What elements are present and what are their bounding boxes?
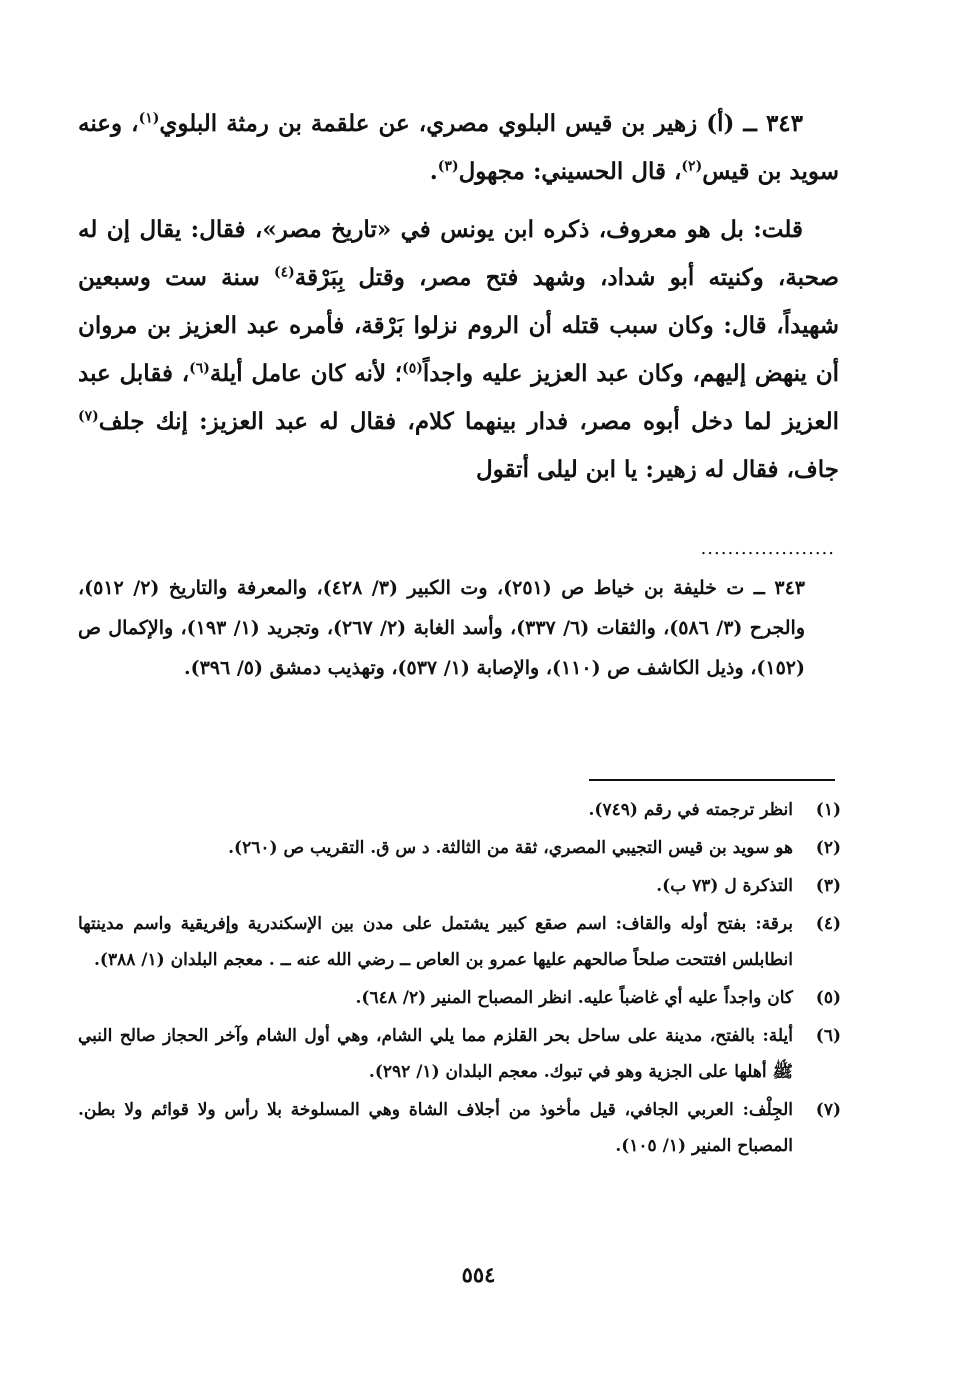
footnote-text: انظر ترجمته في رقم (٧٤٩). bbox=[588, 800, 793, 820]
footnote-3 bbox=[78, 868, 841, 904]
main-text bbox=[78, 100, 839, 494]
footnote-marker-1: (١) bbox=[138, 110, 160, 127]
footnote-marker-7: (٧) bbox=[78, 408, 99, 425]
comment-paragraph bbox=[78, 206, 839, 494]
footnote-2 bbox=[78, 830, 841, 866]
footnote-marker-4: (٤) bbox=[273, 264, 295, 281]
footnote-7 bbox=[78, 1092, 841, 1164]
footnote-marker-2: (٢) bbox=[681, 158, 703, 175]
footnote-rule bbox=[589, 779, 835, 781]
footnote-number: (٢) bbox=[815, 838, 841, 858]
sources-text: ٣٤٣ ــ ت خليفة بن خياط ص (٢٥١)، وت الكبير (٣/ ٤٢٨)، والمعرفة والتاريخ (٢/ ٥١٢)، والجرح (٣/ ٥٨٦)، والثقات (٦/ ٣٣٧)، وأسد الغابة (٢/ ٢٦٧)، وتجريد (١/ ١٩٣)، والإكمال ص (١٥٢)، وذيل الكاشف ص (١١٠)، والإصابة (١/ ٥٣٧)، وتهذيب دمشق (٥/ ٣٩٦). bbox=[78, 577, 805, 679]
entry-paragraph bbox=[78, 100, 839, 196]
footnote-text: كان واجداً عليه أي غاضباً عليه. انظر المصباح المنير (٢/ ٦٤٨). bbox=[355, 988, 793, 1008]
footnote-text: برقة: بفتح أوله والقاف: اسم صقع كبير يشتمل على مدن بين الإسكندرية وإفريقية واسم مدينتها انطابلس افتتحت صلحاً صالحهم عليها عمرو بن العاص ــ رضي الله عنه ــ . معجم البلدان (١/ ٣٨٨). bbox=[78, 914, 793, 970]
footnote-6 bbox=[78, 1018, 841, 1090]
footnote-number: (١) bbox=[815, 800, 841, 820]
page-number: ٥٥٤ bbox=[461, 1262, 496, 1287]
footnote-number: (٣) bbox=[815, 876, 841, 896]
footnote-text: هو سويد بن قيس التجيبي المصري، ثقة من الثالثة. د س ق. التقريب ص (٢٦٠). bbox=[228, 838, 793, 858]
footnote-5 bbox=[78, 980, 841, 1016]
comment-text-5: جاف، فقال له زهير: يا ابن ليلى أتقول bbox=[475, 456, 839, 483]
footnote-text: التذكرة ل (٧٣ ب). bbox=[656, 876, 793, 896]
entry-text-2: ، وعنه سويد بن قيس bbox=[78, 110, 839, 185]
comment-text-3: ؛ لأنه كان عامل أيلة bbox=[209, 360, 403, 387]
comment-text-4: ، فقابل عبد العزيز لما دخل أبوه مصر، فدار بينهما كلام، فقال له عبد العزيز: إنك جلف bbox=[78, 360, 839, 435]
footnote-text: أيلة: بالفتح، مدينة على ساحل بحر القلزم مما يلي الشام، وهي أول الشام وآخر الحجاز صالح النبي ﷺ أهلها على الجزية وهو في تبوك. معجم البلدان (١/ ٢٩٢). bbox=[78, 1026, 793, 1082]
entry-text-4: . bbox=[429, 158, 438, 185]
footnote-1 bbox=[78, 792, 841, 828]
comment-text-2: سنة ست وسبعين شهيداً، قال: وكان سبب قتله أن الروم نزلوا بَرْقة، فأمره عبد العزيز بن مروان أن ينهض إليهم، وكان عبد العزيز عليه واجداً bbox=[78, 264, 839, 387]
footnote-marker-3: (٣) bbox=[437, 158, 459, 175]
footnotes bbox=[78, 792, 841, 1166]
footnote-text: الجِلْف: العربي الجافي، قيل مأخوذ من أجلاف الشاة وهي المسلوخة بلا رأس ولا قوائم ولا بطن. المصباح المنير (١/ ١٠٥). bbox=[78, 1100, 793, 1156]
footnote-number: (٦) bbox=[815, 1026, 841, 1046]
entry-text-3: ، قال الحسيني: مجهول bbox=[458, 158, 682, 185]
footnote-marker-6: (٦) bbox=[189, 360, 210, 377]
footnote-number: (٧) bbox=[815, 1100, 841, 1120]
footnote-number: (٥) bbox=[815, 988, 841, 1008]
footnote-marker-5: (٥) bbox=[402, 360, 423, 377]
entry-heading-text: ٣٤٣ ــ (أ) زهير بن قيس البلوي مصري، عن علقمة بن رمثة البلوي bbox=[159, 110, 803, 137]
dotted-separator: .................... bbox=[700, 538, 835, 559]
comment-text-1: قلت: بل هو معروف، ذكره ابن يونس في «تاريخ مصر»، فقال: يقال إن له صحبة، وكنيته أبو شداد، وشهد فتح مصر، وقتل بِبَرْقة bbox=[78, 216, 839, 291]
sources-block bbox=[78, 568, 805, 688]
footnote-number: (٤) bbox=[815, 914, 841, 934]
footnote-4 bbox=[78, 906, 841, 978]
